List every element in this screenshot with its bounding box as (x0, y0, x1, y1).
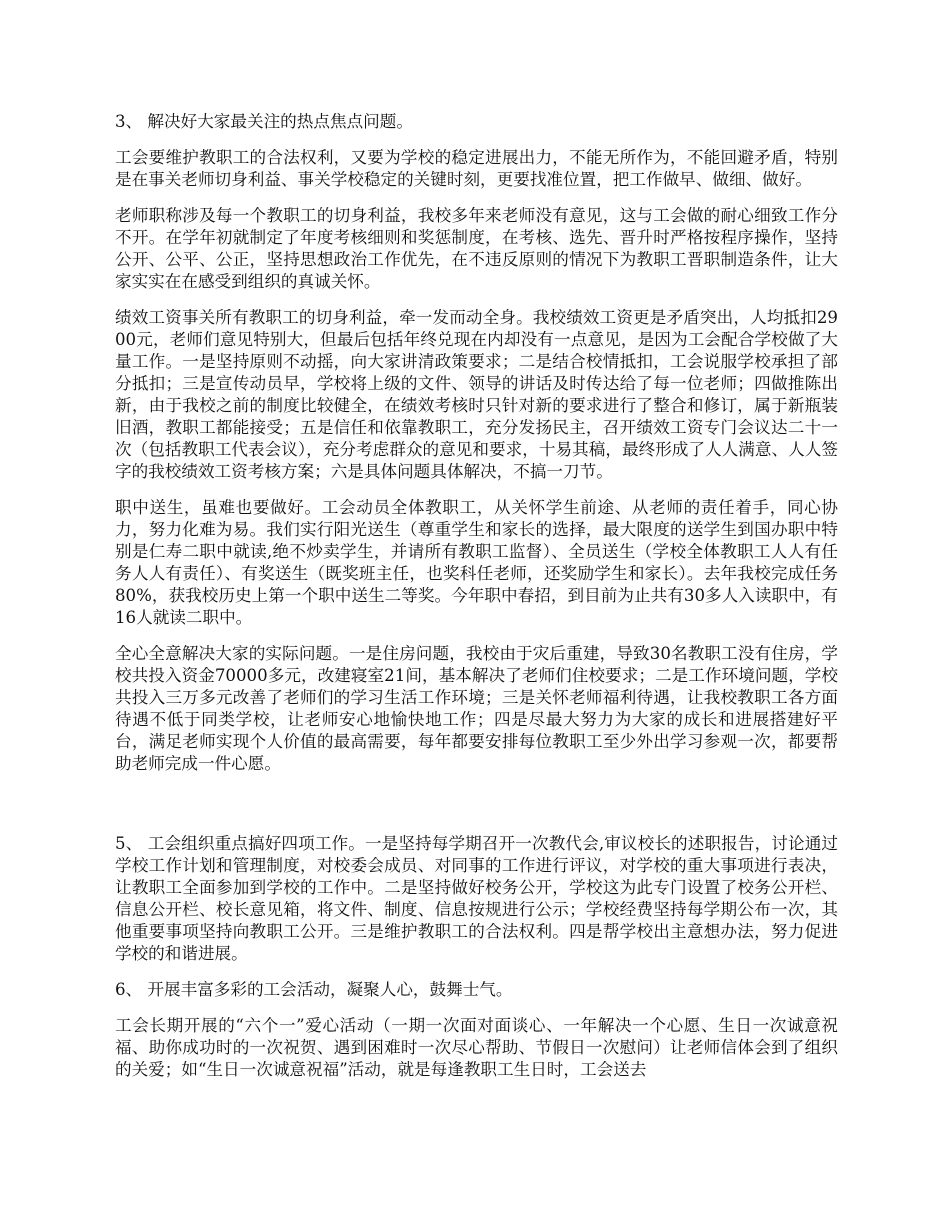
heading-item-3: 3、 解决好大家最关注的热点焦点问题。 (115, 112, 413, 131)
paragraph-six-ones-activity: 工会长期开展的“六个一”爱心活动（一期一次面对面谈心、一年解决一个心愿、生日一次诚意祝福、助你成功时的一次祝贺、遇到困难时一次尽心帮助、节假日一次慰问）让老师信体会到了组织的关爱；如“生日一次诚意祝福”活动，就是每逢教职工生日时，工会送去 (115, 1016, 838, 1079)
paragraph-practical-problems: 全心全意解决大家的实际问题。一是住房问题，我校由于灾后重建，导致30名教职工没有住房，学校共投入资金70000多元，改建寝室21间，基本解决了老师们住校要求；二是工作环境问题，学校共投入三万多元改善了老师们的学习生活工作环境；三是关怀老师福利待遇，让我校教职工各方面待遇不低于同类学校，让老师安心地愉快地工作；四是尽最大努力为大家的成长和进展搭建好平台，满足老师实现个人价值的最高需要，每年都要安排每位教职工至少外出学习参观一次，都要帮助老师完成一件心愿。 (115, 644, 838, 773)
section-spacer (115, 789, 838, 833)
heading-item-6: 6、 开展丰富多彩的工会活动，凝聚人心，鼓舞士气。 (115, 980, 513, 999)
paragraph-performance-pay: 绩效工资事关所有教职工的切身利益，牵一发而动全身。我校绩效工资更是矛盾突出，人均抵扣2900元，老师们意见特别大，但最后包括年终兑现在内却没有一点意见，是因为工会配合学校做了大量工作。一是坚持原则不动摇，向大家讲清政策要求；二是结合校情抵扣，工会说服学校承担了部分抵扣；三是宣传动员早，学校将上级的文件、领导的讲话及时传达给了每一位老师；四做推陈出新，由于我校之前的制度比较健全，在绩效考核时只针对新的要求进行了整合和修订，属于新瓶装旧酒，教职工都能接受；五是信任和依靠教职工，充分发扬民主，召开绩效工资专门会议达二十一次（包括教职工代表会议），充分考虑群众的意见和要求，十易其稿，最终形成了人人满意、人人签字的我校绩效工资考核方案；六是具体问题具体解决，不搞一刀节。 (115, 308, 838, 481)
paragraph-professional-titles: 老师职称涉及每一个教职工的切身利益，我校多年来老师没有意见，这与工会做的耐心细致工作分不开。在学年初就制定了年度考核细则和奖惩制度，在考核、选先、晋升时严格按程序操作，坚持公开、公平、公正，坚持思想政治工作优先，在不违反原则的情况下为教职工晋职制造条件，让大家实实在在感受到组织的真诚关怀。 (115, 206, 838, 291)
paragraph-vocational-enrollment: 职中送生，虽难也要做好。工会动员全体教职工，从关怀学生前途、从老师的责任着手，同心协力，努力化难为易。我们实行阳光送生（尊重学生和家长的选择，最大限度的送学生到国办职中特别是仁寿二职中就读,绝不炒卖学生，并请所有教职工监督）、全员送生（学校全体教职工人人有任务人人有责任）、有奖送生（既奖班主任，也奖科任老师，还奖励学生和家长）。去年我校完成任务80%，获我校历史上第一个职中送生二等奖。今年职中春招，到目前为止共有30多人入读职中，有16人就读二职中。 (115, 498, 838, 627)
heading-item-5: 5、 工会组织重点搞好四项工作。一是坚持每学期召开一次教代会,审议校长的述职报告，讨论通过学校工作计划和管理制度，对校委会成员、对同事的工作进行评议，对学校的重大事项进行表决，让教职工全面参加到学校的工作中。二是坚持做好校务公开，学校这为此专门设置了校务公开栏、信息公开栏、校长意见箱，将文件、制度、信息按规进行公示；学校经费坚持每学期公布一次，其他重要事项坚持向教职工公开。三是维护教职工的合法权利。四是帮学校出主意想办法，努力促进学校的和谐进展。 (115, 834, 838, 963)
paragraph-union-role: 工会要维护教职工的合法权利，又要为学校的稳定进展出力，不能无所作为，不能回避矛盾，特别是在事关老师切身利益、事关学校稳定的关键时刻，更要找准位置，把工作做早、做细、做好。 (115, 148, 838, 189)
document-page (115, 111, 838, 1095)
